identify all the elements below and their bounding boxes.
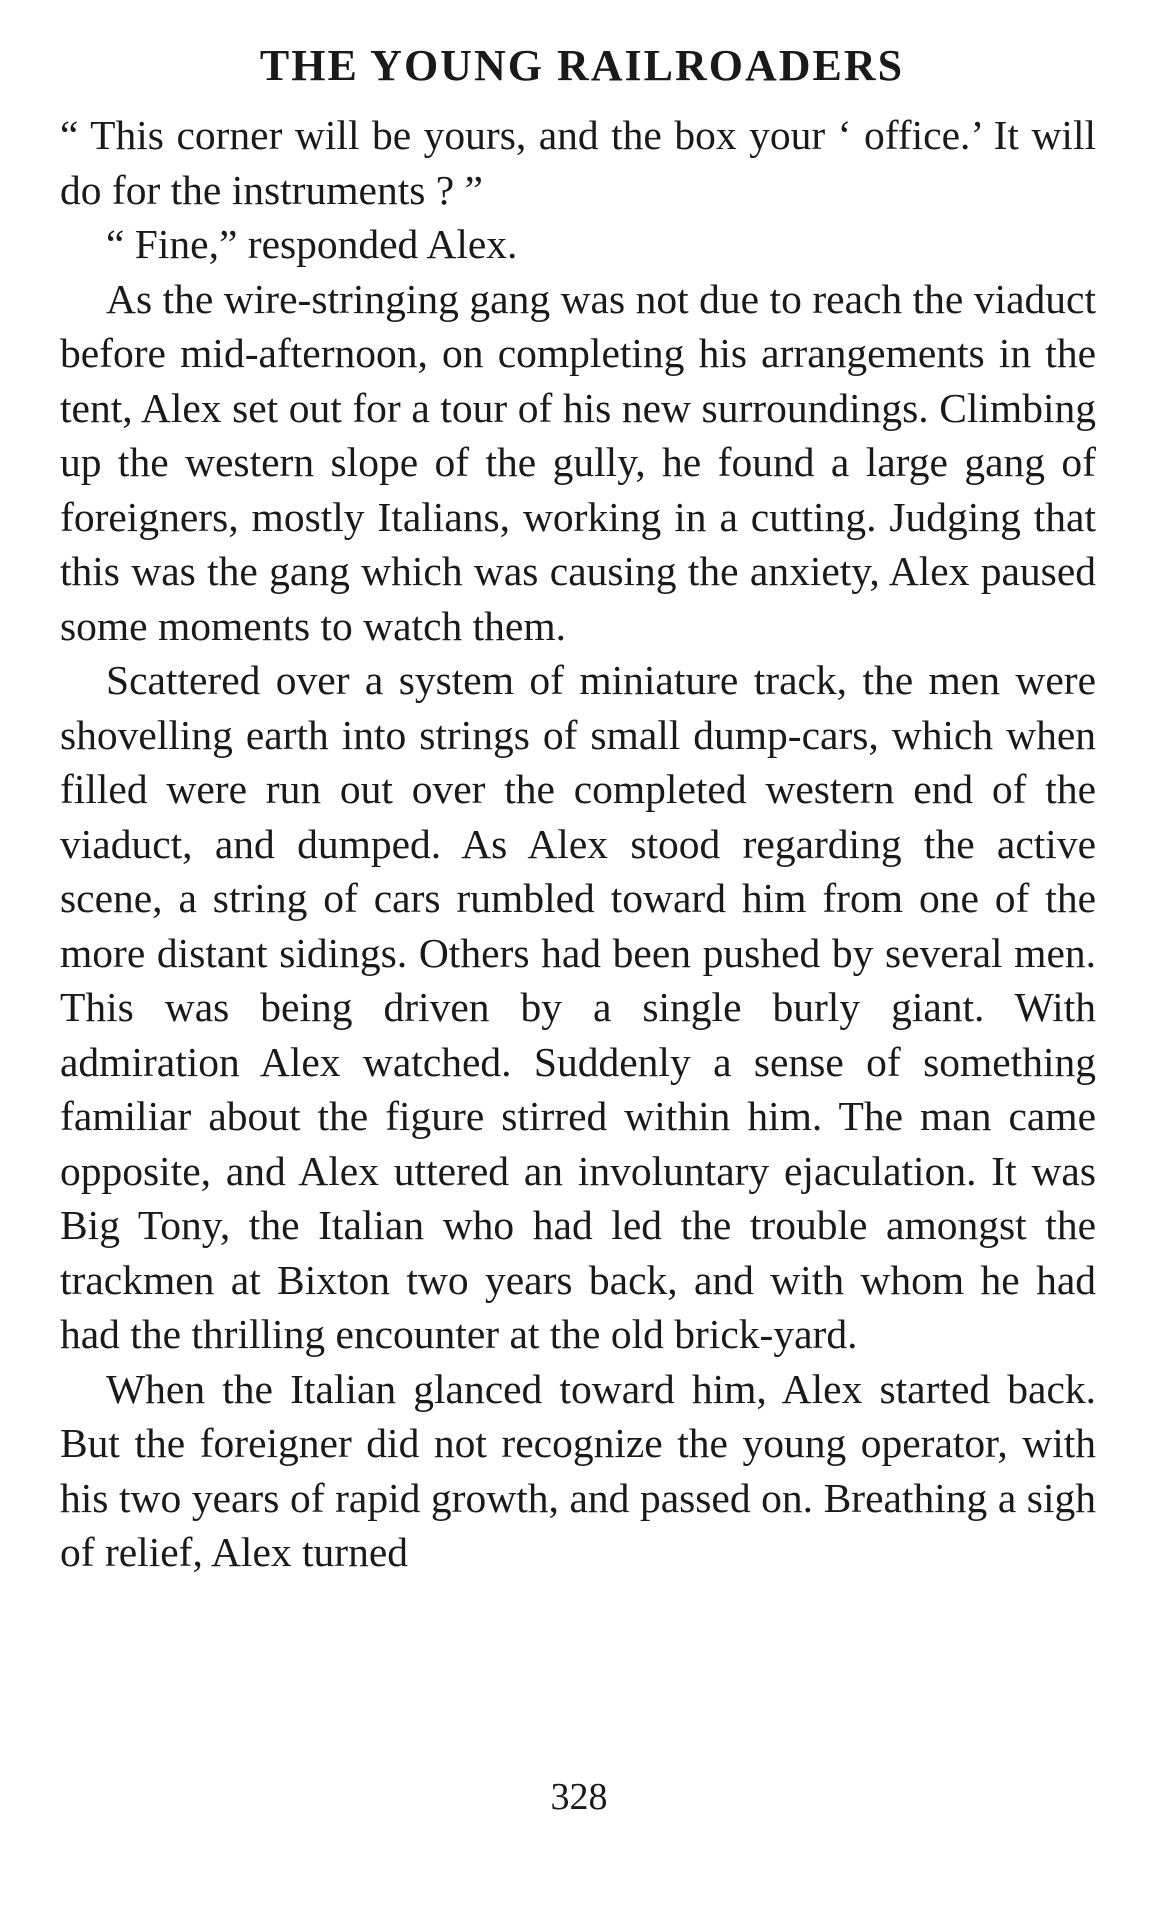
paragraph: When the Italian glanced toward him, Alex started back. But the foreigner did not recognize the young operator, with his two years of rapid growth, and passed on. Breathing a sigh of relief, Alex turned (60, 1365, 1096, 1575)
page-number: 328 (550, 1776, 608, 1818)
paragraph: As the wire-stringing gang was not due to reach the viaduct before mid-afternoon, on completing his arrangements in the tent, Alex set out for a tour of his new surroundings. Climbing up the western slope of the gully, he found a large gang of foreigners, mostly Italians, working in a cutting. Judging that this was the gang which was causing the anxiety, Alex paused some moments to watch them. (60, 275, 1096, 649)
paragraph: Scattered over a system of miniature track, the men were shovelling earth into strings of small dump-cars, which when filled were run out over the completed western end of the viaduct, and dumped. As Alex stood regarding the active scene, a string of cars rumbled toward him from one of the more distant sidings. Others had been pushed by several men. This was being driven by a single burly giant. With admiration Alex watched. Suddenly a sense of something familiar about the figure stirred within him. The man came opposite, and Alex uttered an involuntary ejaculation. It was Big Tony, the Italian who had led the trouble amongst the trackmen at Bixton two years back, and with whom he had had the thrilling encounter at the old brick-yard. (60, 657, 1096, 1357)
paragraph: “ Fine,” responded Alex. (106, 221, 518, 267)
paragraph: “ This corner will be yours, and the box your ‘ office.’ It will do for the instruments ? ” (60, 112, 1096, 213)
book-page (60, 30, 1096, 1580)
running-title: THE YOUNG RAILROADERS (259, 41, 905, 90)
body-text (60, 108, 1096, 1580)
